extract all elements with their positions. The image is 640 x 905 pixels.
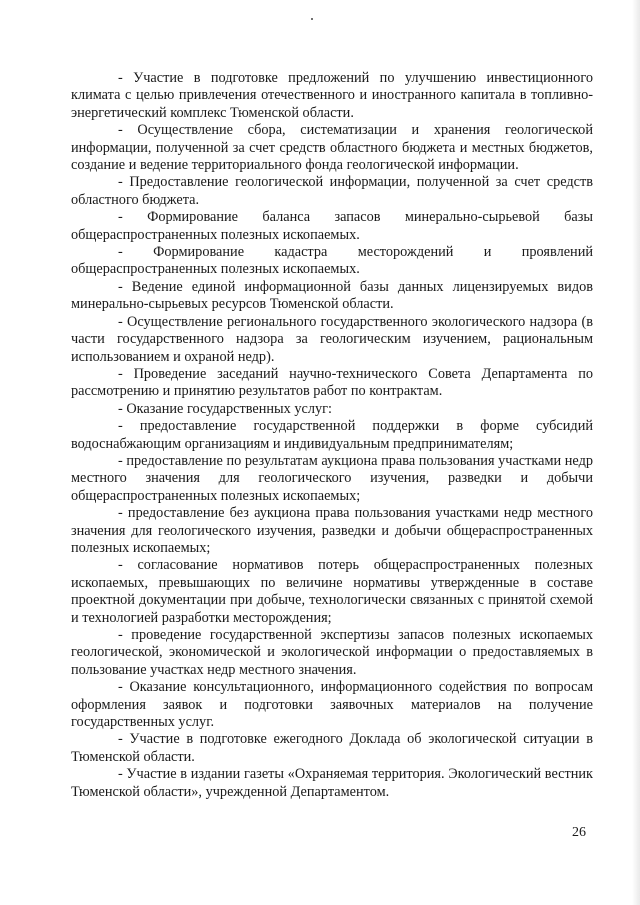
paragraph: - предоставление государственной поддержки в форме субсидий водоснабжающим организациям и индивидуальным предпринимателям;: [71, 418, 593, 452]
body-text: [71, 70, 593, 801]
paragraph: - Осуществление сбора, систематизации и хранения геологической информации, полученной за счет средств областного бюджета и местных бюджетов, создание и ведение территориального фонда геологической информации.: [71, 122, 593, 174]
page-number: 26: [572, 825, 586, 840]
paragraph: - Формирование кадастра месторождений и проявлений общераспространенных полезных ископаемых.: [71, 244, 593, 278]
paragraph: - Ведение единой информационной базы данных лицензируемых видов минерально-сырьевых ресурсов Тюменской области.: [71, 278, 593, 313]
paragraph: - Участие в издании газеты «Охраняемая территория. Экологический вестник Тюменской области», учрежденной Департаментом.: [71, 766, 593, 800]
paragraph: - Проведение заседаний научно-технического Совета Департамента по рассмотрению и принятию результатов работ по контрактам.: [71, 365, 593, 400]
paragraph: - Участие в подготовке ежегодного Доклада об экологической ситуации в Тюменской области.: [71, 731, 593, 765]
paragraph: - предоставление по результатам аукциона права пользования участками недр местного значения для геологического изучения, разведки и добычи общераспространенных полезных ископаемых;: [71, 452, 593, 504]
paragraph: - Оказание государственных услуг:: [118, 400, 332, 417]
paragraph: - Осуществление регионального государственного экологического надзора (в части государственного надзора за геологическим изучением, рациональным использованием и охраной недр).: [71, 313, 593, 365]
scan-dot: [311, 18, 313, 20]
paragraph: - Участие в подготовке предложений по улучшению инвестиционного климата с целью привлечения отечественного и иностранного капитала в топливно-энергетический комплекс Тюменской области.: [71, 70, 593, 121]
paragraph: - Предоставление геологической информации, полученной за счет средств областного бюджета.: [71, 174, 593, 208]
paragraph: - предоставление без аукциона права пользования участками недр местного значения для геологического изучения, разведки и добычи общераспространенных полезных ископаемых;: [71, 505, 593, 556]
scan-edge: [632, 0, 640, 905]
paragraph: - Оказание консультационного, информационного содействия по вопросам оформления заявок и подготовки заявочных материалов на получение государственных услуг.: [71, 679, 593, 731]
paragraph: - проведение государственной экспертизы запасов полезных ископаемых геологической, экономической и экологической информации о предоставляемых в пользование участках недр местного значения.: [71, 627, 593, 678]
paragraph: - Формирование баланса запасов минерально-сырьевой базы общераспространенных полезных ископаемых.: [71, 209, 593, 243]
paragraph: - согласование нормативов потерь общераспространенных полезных ископаемых, превышающих по величине нормативы утвержденные в составе проектной документации при добыче, технологически связанных с принятой схемой и технологией разработки месторождения;: [71, 557, 593, 626]
